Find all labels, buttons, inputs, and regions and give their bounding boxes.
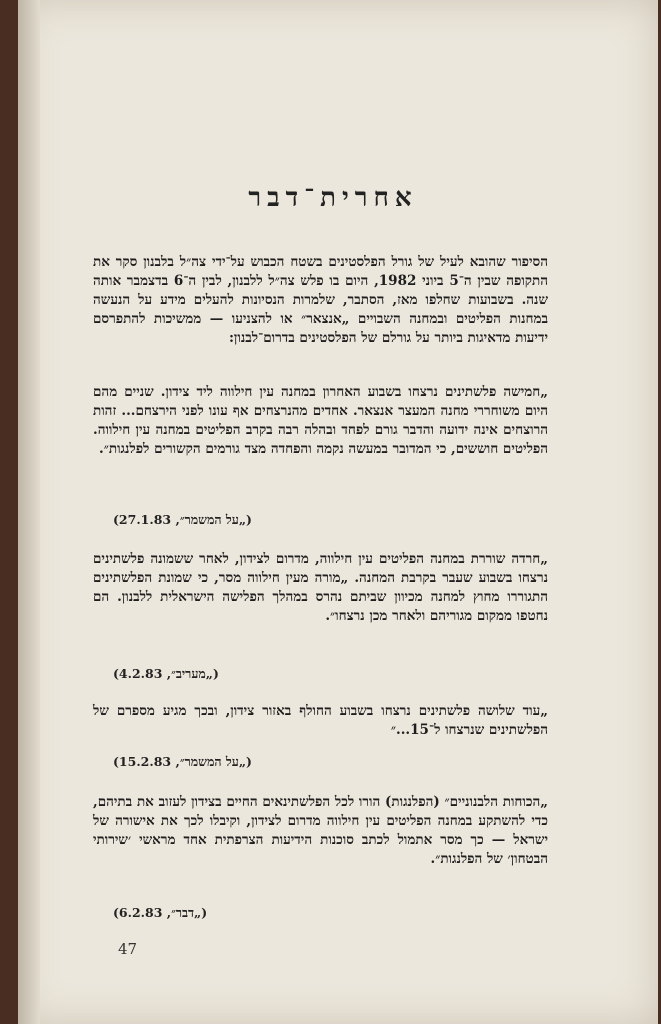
intro-paragraph: הסיפור שהובא לעיל של גורל הפלסטינים בשטח הכבוש על־ידי צה״ל בלבנון סקר את התקופה שבין ה־5 ביוני 1982, היום בו פלש צה״ל ללבנון, לבין ה־6 בדצמבר אותה שנה. בשבועות שחלפו מאז, הסתבר, שלמרות הנסיונות להעלים מידע על הנעשה במחנות הפליטים ובמחנה השבויים „אנצאר״ או להצניעו — ממשיכות להתפרסם ידיעות מדאיגות ביותר על גורלם של הפלסטינים בדרום־לבנון: bbox=[93, 254, 548, 346]
book-page bbox=[18, 0, 658, 1024]
quote-4-source: („דבר״, 6.2.83) bbox=[113, 905, 208, 920]
quote-1-source: („על המשמר״, 27.1.83) bbox=[113, 512, 252, 527]
page-number: 47 bbox=[118, 940, 138, 958]
quote-3-source: („על המשמר״, 15.2.83) bbox=[113, 754, 252, 769]
quote-1: „חמישה פלשתינים נרצחו בשבוע האחרון במחנה עין חילווה ליד צידון. שניים מהם היום משוחררי מחנה המעצר אנצאר. אחדים מהנרצחים אף עונו לפני הירצחם... זהות הרוצחים אינה ידועה והדבר גורם לפחד ובהלה רבה בקרב הפליטים במחנה עין חילווה. הפליטים חוששים, כי המדובר במעשה נקמה והפחדה מצד גורמים הקשורים לפלנגות״. bbox=[93, 384, 548, 457]
quote-3: „עוד שלושה פלשתינים נרצחו בשבוע החולף באזור צידון, ובכך מגיע מספרם של הפלשתינים שנרצחו ל־15...״ bbox=[93, 703, 548, 738]
page-title: אחרית־דבר bbox=[248, 183, 418, 213]
quote-4: „הכוחות הלבנוניים״ (הפלנגות) הורו לכל הפלשתינאים החיים בצידון לעזוב את בתיהם, כדי להשתקע במחנה הפליטים עין חילווה מדרום לצידון, וקיבלו לכך את אישורה של ישראל — כך מסר אתמול לכתב סוכנות הידיעות הצרפתית אחד מראשי ׳שירותי הבטחון׳ של הפלנגות״. bbox=[93, 794, 548, 867]
page-spine-shadow bbox=[18, 0, 40, 1024]
quote-2-source: („מעריב״, 4.2.83) bbox=[113, 666, 219, 681]
quote-2: „חרדה שוררת במחנה הפליטים עין חילווה, מדרום לצידון, לאחר ששמונה פלשתינים נרצחו בשבוע שעבר בקרבת המחנה. „מורה מעין חילווה מסר, כי שמונת הפלשתינים התגוררו מחוץ למחנה מכיוון שביתם נהרס במהלך הפלישה הישראלית ללבנון. הם נחטפו ממקום מגוריהם ולאחר מכן נרצחו״. bbox=[93, 551, 548, 624]
